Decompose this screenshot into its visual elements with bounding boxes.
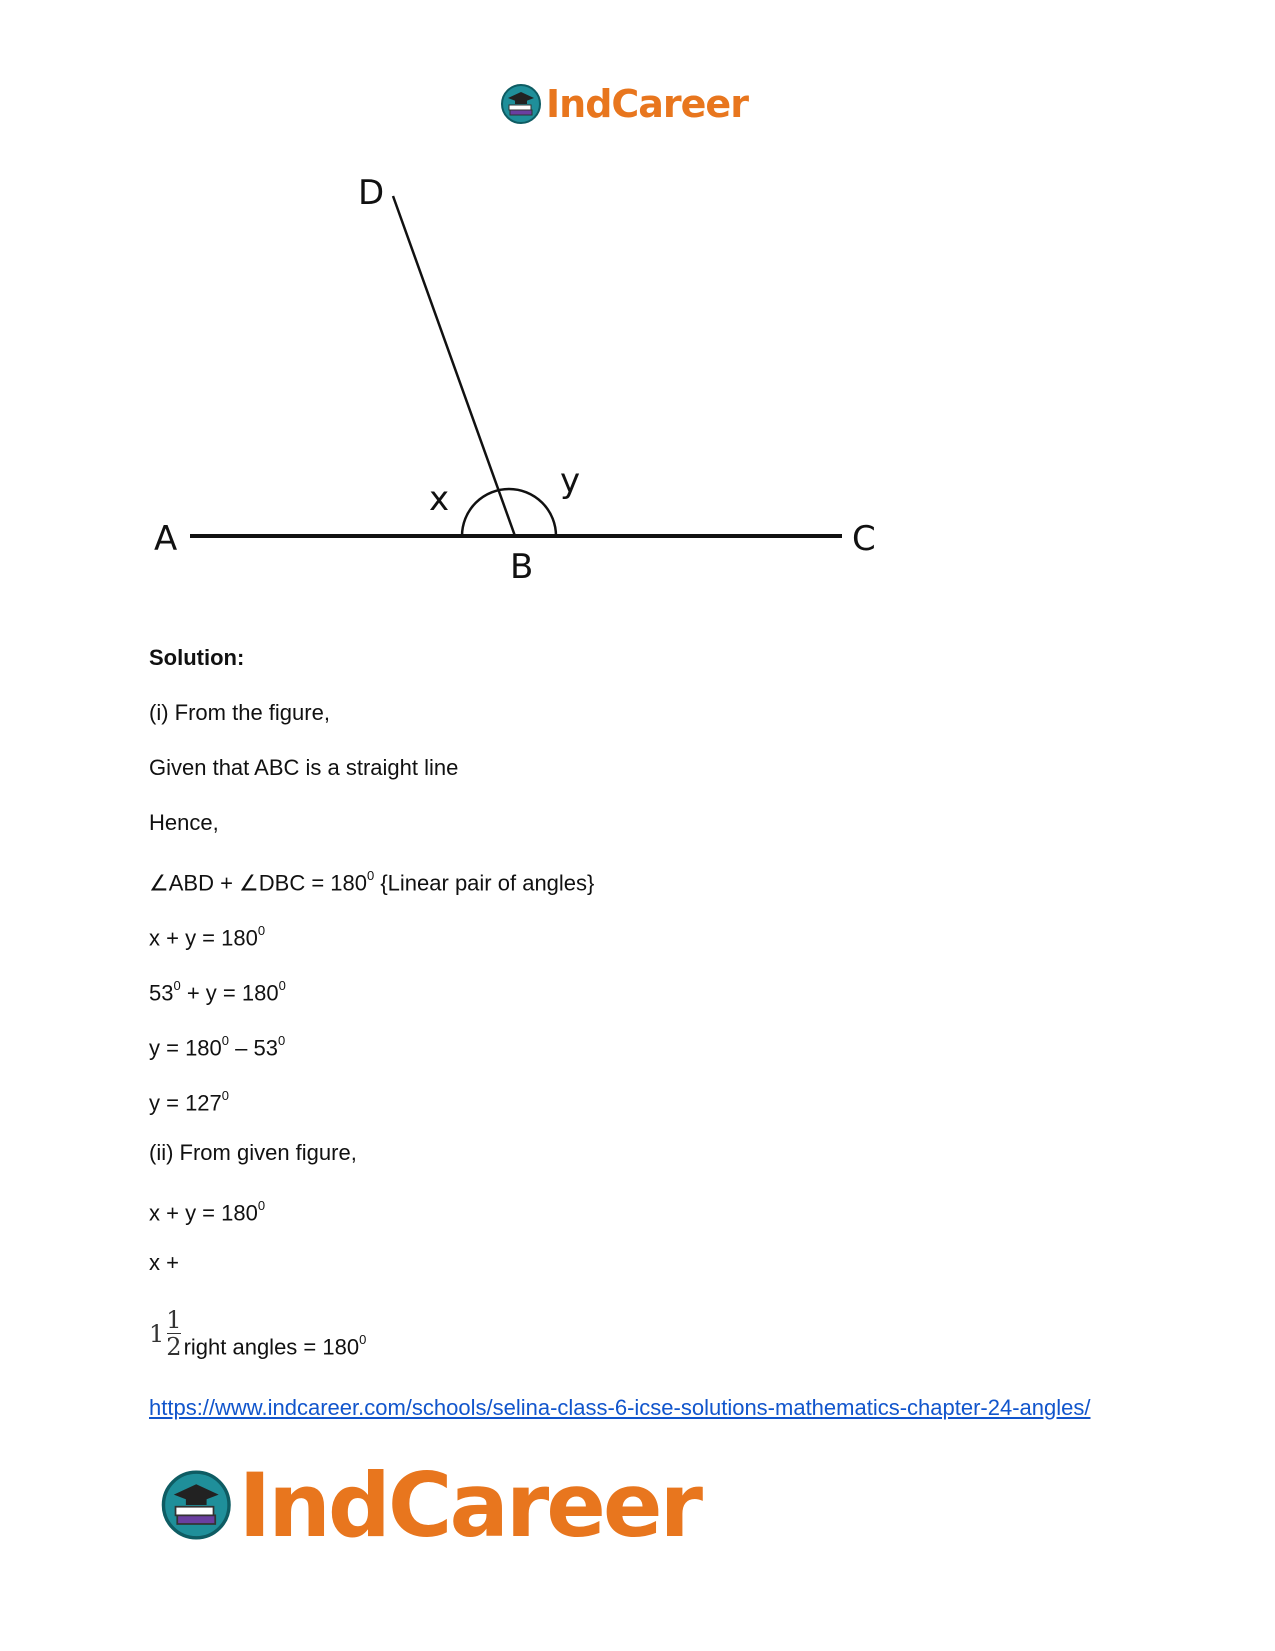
- fraction-numerator: 1: [166, 1306, 182, 1334]
- solution-line: $y = 180^0 - 53^0$: [149, 1033, 286, 1061]
- graduation-book-icon: [160, 1463, 232, 1547]
- graduation-book-icon: [500, 83, 542, 125]
- label-b: B: [510, 547, 534, 587]
- label-a: A: [154, 519, 178, 559]
- label-y: y: [560, 461, 581, 501]
- source-link[interactable]: https://www.indcareer.com/schools/selina-class-6-icse-solutions-mathematics-chapter-24-angles/: [149, 1395, 1091, 1420]
- fraction: [166, 1307, 181, 1360]
- angle-figure: [140, 170, 940, 620]
- solution-content: [149, 643, 1149, 1303]
- angle-diagram: [140, 170, 940, 620]
- solution-line: (i) From the figure,: [149, 700, 330, 725]
- angle-arc: [462, 489, 556, 536]
- solution-line: Hence,: [149, 810, 219, 835]
- solution-line: Given that ABC is a straight line: [149, 755, 459, 780]
- label-d: D: [358, 173, 385, 213]
- line-bd: [393, 196, 515, 536]
- solution-line: $x + y = 180^0$: [149, 1198, 266, 1226]
- source-link-block: [149, 1393, 1149, 1423]
- header-logo-text: IndCareer: [546, 82, 748, 126]
- mixed-whole: 1: [149, 1319, 165, 1348]
- solution-line: $x + y = 180^0$: [149, 923, 266, 951]
- mixed-fraction-line: [149, 1300, 366, 1360]
- solution-line: (ii) From given figure,: [149, 1140, 357, 1165]
- solution-heading: Solution:: [149, 645, 245, 670]
- solution-line: ∠ABD + ∠DBC = $180^0$ {Linear pair of angles}: [149, 868, 595, 896]
- footer-logo-text: IndCareer: [238, 1453, 700, 1557]
- fraction-denominator: 2: [166, 1333, 182, 1361]
- solution-line: x +: [149, 1250, 179, 1275]
- solution-line: $y = 127^0$: [149, 1088, 230, 1116]
- header-logo: [500, 78, 780, 130]
- label-c: C: [852, 519, 876, 559]
- label-x: x: [429, 479, 450, 519]
- mixed-number: [149, 1307, 182, 1360]
- mixed-text: right angles = $180^0$: [183, 1331, 367, 1359]
- solution-line: $53^0 + y = 180^0$: [149, 978, 286, 1006]
- footer-logo: [160, 1455, 700, 1555]
